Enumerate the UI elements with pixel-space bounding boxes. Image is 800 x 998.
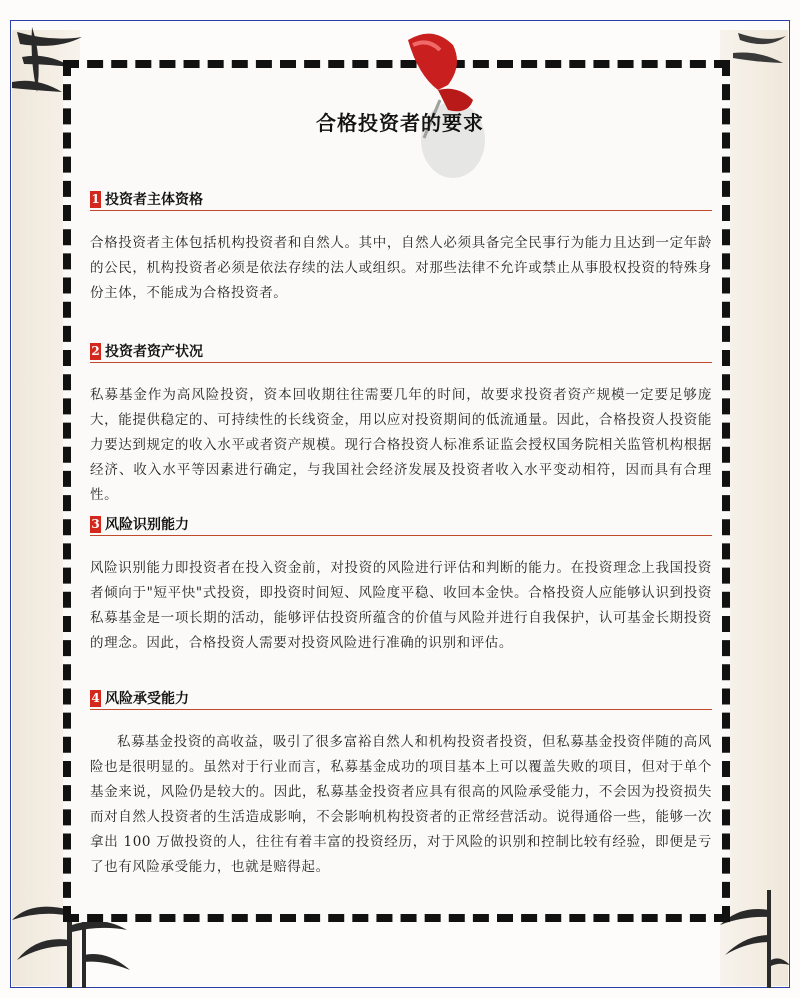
section-subject-qualification — [90, 188, 712, 306]
section-number-badge: 4 — [91, 690, 100, 705]
section-heading: 投资者资产状况 — [105, 344, 203, 360]
section-header — [90, 340, 712, 363]
section-body: 合格投资者主体包括机构投资者和自然人。其中，自然人必须具备完全民事行为能力且达到一定年龄的公民，机构投资者必须是依法存续的法人或组织。对那些法律不允许或禁止从事股权投资的特殊身份主体，不能成为合格投资者。 — [90, 235, 712, 301]
section-heading: 投资者主体资格 — [105, 192, 203, 208]
section-number-badge: 1 — [91, 191, 100, 206]
section-heading: 风险承受能力 — [105, 691, 189, 707]
push-pin-icon — [378, 30, 488, 180]
section-body: 私募基金投资的高收益，吸引了很多富裕自然人和机构投资者投资，但私募基金投资伴随的高风险也是很明显的。虽然对于行业而言，私募基金成功的项目基本上可以覆盖失败的项目，但对于单个基金来说，风险仍是较大的。因此，私募基金投资者应具有很高的风险承受能力，不会因为投资损失而对自然人投资者的生活造成影响，不会影响机构投资者的正常经营活动。说得通俗一些，能够一次拿出 100 万做投资的人，往往有着丰富的投资经历，对于风险的识别和控制比较有经验，即便是亏了也有风险承受能力，也就是赔得起。 — [90, 734, 712, 875]
section-body: 私募基金作为高风险投资，资本回收期往往需要几年的时间，故要求投资者资产规模一定要足够庞大，能提供稳定的、可持续性的长线资金，用以应对投资期间的低流通量。因此，合格投资人投资能力要达到规定的收入水平或者资产规模。现行合格投资人标准系证监会授权国务院相关监管机构根据经济、收入水平等因素进行确定，与我国社会经济发展及投资者收入水平变动相符，因而具有合理性。 — [90, 387, 712, 503]
section-body: 风险识别能力即投资者在投入资金前，对投资的风险进行评估和判断的能力。在投资理念上我国投资者倾向于"短平快"式投资，即投资时间短、风险度平稳、收回本金快。合格投资人应能够认识到投资私募基金是一项长期的活动，能够评估投资所蕴含的价值与风险并进行自我保护，认可基金长期投资的理念。因此，合格投资人需要对投资风险进行准确的识别和评估。 — [90, 560, 712, 651]
section-risk-identification — [90, 513, 712, 656]
section-asset-status — [90, 340, 712, 508]
bamboo-top-right-icon — [728, 28, 788, 88]
section-risk-tolerance — [90, 687, 712, 880]
section-header — [90, 687, 712, 710]
section-heading: 风险识别能力 — [105, 517, 189, 533]
right-decor-panel — [720, 30, 788, 986]
page-title: 合格投资者的要求 — [316, 111, 484, 135]
section-number-badge: 2 — [91, 343, 100, 358]
section-header — [90, 188, 712, 211]
section-header — [90, 513, 712, 536]
section-number-badge: 3 — [91, 516, 100, 531]
